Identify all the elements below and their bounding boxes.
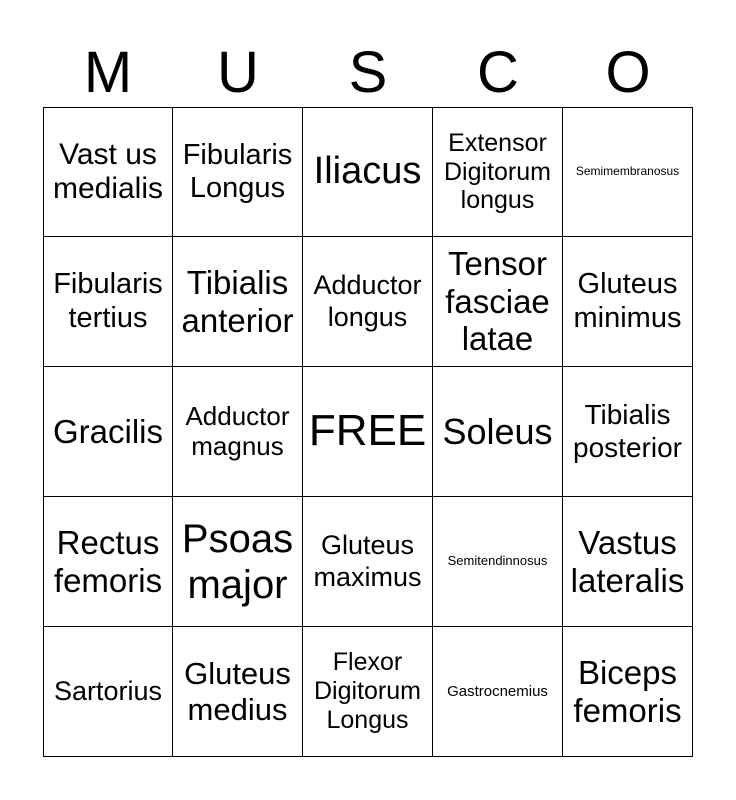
cell-label: Adductor longus	[313, 270, 422, 332]
header-letter: U	[217, 40, 259, 105]
header-letter: O	[605, 40, 651, 105]
bingo-cell[interactable]	[43, 107, 173, 237]
cell-label: Gluteus minimus	[573, 268, 682, 334]
cell-label: Semimembranosus	[575, 164, 680, 179]
cell-label: Sartorius	[53, 675, 163, 706]
cell-label: Rectus femoris	[53, 523, 163, 599]
cell-label: Tibialis anterior	[181, 263, 294, 339]
cell-label: Flexor Digitorum Longus	[314, 648, 421, 734]
bingo-cell[interactable]	[173, 497, 303, 627]
bingo-board	[43, 107, 693, 757]
cell-label: Soleus	[442, 410, 553, 452]
cell-label: Tibialis posterior	[573, 399, 682, 463]
cell-label: Adductor magnus	[185, 400, 290, 461]
bingo-cell[interactable]	[173, 367, 303, 497]
bingo-cell[interactable]	[303, 107, 433, 237]
cell-label: Biceps femoris	[573, 653, 682, 729]
cell-label: FREE	[308, 406, 427, 456]
cell-label: Gastrocnemius	[447, 682, 548, 700]
bingo-cell[interactable]	[563, 627, 693, 757]
bingo-cell[interactable]	[563, 367, 693, 497]
cell-label: Iliacus	[313, 150, 422, 193]
cell-label: Tensor fasciae latae	[445, 244, 550, 358]
bingo-cell[interactable]	[43, 237, 173, 367]
bingo-header	[43, 38, 693, 108]
cell-label: Extensor Digitorum longus	[444, 128, 551, 215]
bingo-cell[interactable]	[433, 627, 563, 757]
cell-label: Semitendinnosus	[447, 553, 548, 569]
bingo-cell[interactable]	[173, 627, 303, 757]
bingo-cell[interactable]	[173, 237, 303, 367]
header-letter: M	[83, 40, 133, 105]
bingo-cell[interactable]	[563, 497, 693, 627]
cell-label: Fibularis tertius	[53, 268, 163, 334]
cell-label: Gluteus medius	[184, 655, 291, 727]
bingo-cell[interactable]	[303, 497, 433, 627]
bingo-cell[interactable]	[43, 367, 173, 497]
cell-label: Psoas major	[181, 516, 294, 607]
free-space-cell[interactable]	[303, 367, 433, 497]
bingo-cell[interactable]	[43, 627, 173, 757]
bingo-cell[interactable]	[173, 107, 303, 237]
bingo-cell[interactable]	[563, 107, 693, 237]
cell-label: Gluteus maximus	[313, 530, 422, 592]
bingo-cell[interactable]	[433, 367, 563, 497]
bingo-cell[interactable]	[43, 497, 173, 627]
bingo-cell[interactable]	[303, 627, 433, 757]
bingo-cell[interactable]	[303, 237, 433, 367]
cell-label: Fibularis Longus	[182, 138, 293, 204]
bingo-cell[interactable]	[563, 237, 693, 367]
bingo-cell[interactable]	[433, 237, 563, 367]
bingo-cell[interactable]	[433, 497, 563, 627]
cell-label: Gracilis	[52, 412, 163, 450]
bingo-cell[interactable]	[433, 107, 563, 237]
header-letter: C	[477, 40, 519, 105]
header-letter: S	[348, 40, 388, 105]
cell-label: Vast us medialis	[52, 137, 164, 205]
cell-label: Vastus lateralis	[570, 523, 685, 599]
